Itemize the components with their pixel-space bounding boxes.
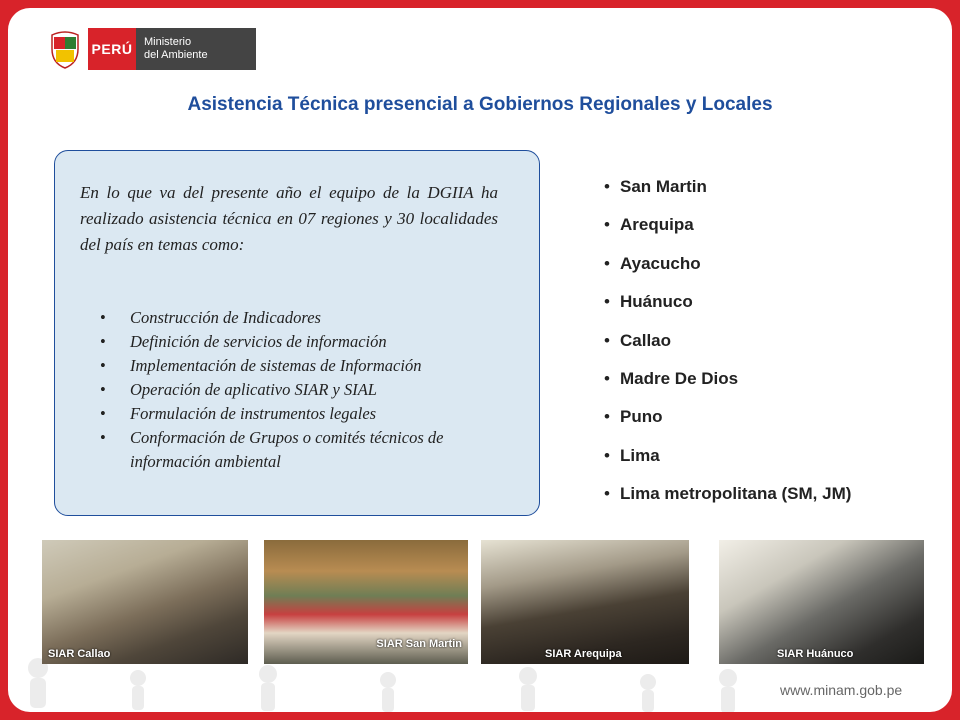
region-item: • San Martin bbox=[604, 172, 851, 210]
topic-item: • Operación de aplicativo SIAR y SIAL bbox=[100, 378, 522, 402]
minam-logo bbox=[48, 28, 256, 70]
logo-peru-text: PERÚ bbox=[88, 28, 136, 70]
photo-caption: SIAR San Martin bbox=[376, 638, 462, 650]
logo-ministry-line2: del Ambiente bbox=[144, 49, 208, 61]
photo-siar-huanuco bbox=[719, 540, 924, 664]
topic-item: • Implementación de sistemas de Información bbox=[100, 354, 522, 378]
coat-of-arms-icon bbox=[48, 29, 82, 69]
footer-url: www.minam.gob.pe bbox=[780, 682, 903, 698]
topic-item: • Formulación de instrumentos legales bbox=[100, 402, 522, 426]
intro-paragraph: En lo que va del presente año el equipo de la DGIIA ha realizado asistencia técnica en 07 regiones y 30 localidades del país en temas como: bbox=[80, 183, 498, 254]
regions-list bbox=[604, 172, 851, 518]
logo-ministry-line1: Ministerio bbox=[144, 36, 192, 48]
region-item: • Callao bbox=[604, 326, 851, 364]
photo-caption: SIAR Callao bbox=[48, 648, 111, 660]
photo-siar-san-martin bbox=[264, 540, 468, 664]
topic-item: • Conformación de Grupos o comités técnicos de información ambiental bbox=[100, 426, 522, 474]
region-item: • Arequipa bbox=[604, 210, 851, 248]
top-red-band bbox=[0, 0, 960, 8]
logo-ministry-text bbox=[136, 28, 256, 70]
topic-item: • Construcción de Indicadores bbox=[100, 306, 522, 330]
photo-siar-callao bbox=[42, 540, 248, 664]
photo-siar-arequipa bbox=[481, 540, 689, 664]
region-item: • Lima bbox=[604, 441, 851, 479]
slide-title: Asistencia Técnica presencial a Gobiernos Regionales y Locales bbox=[187, 94, 773, 115]
region-item: • Ayacucho bbox=[604, 249, 851, 287]
topic-item: • Definición de servicios de información bbox=[100, 330, 522, 354]
region-item: • Huánuco bbox=[604, 287, 851, 325]
topics-list bbox=[100, 306, 522, 474]
region-item: • Puno bbox=[604, 402, 851, 440]
photo-caption: SIAR Arequipa bbox=[545, 648, 622, 660]
region-item: • Madre De Dios bbox=[604, 364, 851, 402]
photo-caption: SIAR Huánuco bbox=[777, 648, 854, 660]
region-item: • Lima metropolitana (SM, JM) bbox=[604, 479, 851, 517]
